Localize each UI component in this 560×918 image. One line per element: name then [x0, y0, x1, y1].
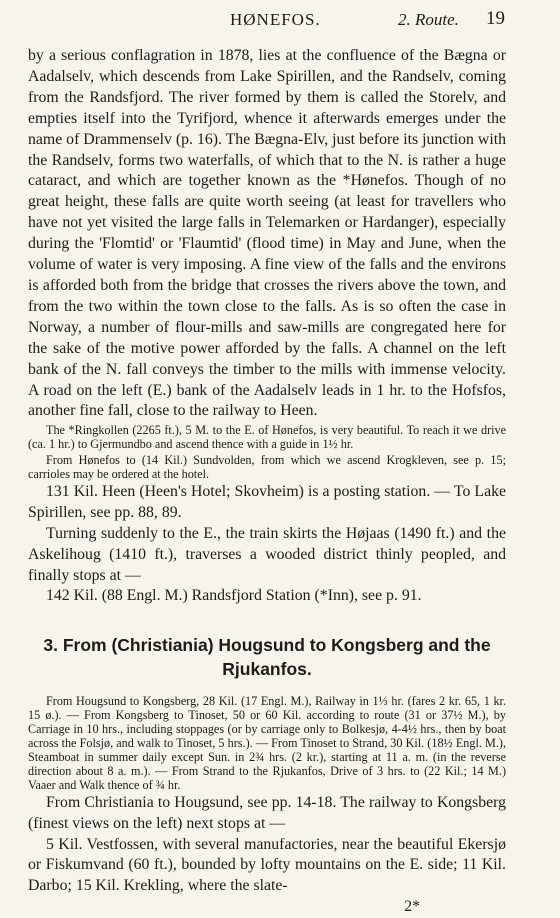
page-number: 19	[486, 8, 505, 29]
section-heading: 3. From (Christiania) Hougsund to Kongsberg and the Rjukanfos.	[43, 635, 491, 680]
header-title: HØNEFOS.	[230, 10, 321, 29]
paragraph-train: Turning suddenly to the E., the train skirts the Højaas (1490 ft.) and the Askelihoug (1410 ft.), traverses a wooded district thinly peopled, and finally stops at —	[28, 524, 506, 584]
page-body	[28, 46, 506, 918]
note-sundvolden: From Hønefos to (14 Kil.) Sundvolden, from which we ascend Krogkleven, see p. 15; carrioles may be ordered at the hotel.	[28, 453, 506, 482]
paragraph-vestfossen: 5 Kil. Vestfossen, with several manufactories, near the beautiful Ekersjø or Fiskumvand (60 ft.), bounded by lofty mountains on the E. side; 11 Kil. Darbo; 15 Kil. Krekling, where the slate-	[28, 835, 506, 895]
running-header	[0, 8, 560, 32]
note-routes: From Hougsund to Kongsberg, 28 Kil. (17 Engl. M.), Railway in 1⅓ hr. (fares 2 kr. 65, 1 kr. 15 ø.). — From Kongsberg to Tinoset, 50 or 60 Kil. according to route (31 or 37½ M.), by Carriage in 10 hrs., including stoppages (or by carriage only to Bolkesjø, 4-4½ hrs., then by boat across the Folsjø, and walk to Tinoset, 5 hrs.). — From Tinoset to Strand, 30 Kil. (18½ Engl. M.), Steamboat in summer daily except Sun. in 2¾ hrs. (2 kr.), starting at 11 a. m. (in the reverse direction about 8 a. m.). — From Strand to the Rjukanfos, Drive of 3 hrs. to (22 Kil.; 14 M.) Vaaer and Walk thence of ¾ hr.	[28, 694, 506, 792]
paragraph-randsfjord: 142 Kil. (88 Engl. M.) Randsfjord Station (*Inn), see p. 91.	[46, 587, 422, 605]
header-route: 2. Route.	[398, 10, 459, 29]
note-ringkollen: The *Ringkollen (2265 ft.), 5 M. to the E. of Hønefos, is very beautiful. To reach it we drive (ca. 1 hr.) to Gjermundbo and ascend thence with a guide in 1½ hr.	[28, 423, 506, 452]
signature-mark: 2*	[404, 898, 420, 916]
paragraph-hougsund: From Christiania to Hougsund, see pp. 14-18. The railway to Kongsberg (finest views on the left) next stops at —	[28, 793, 506, 832]
paragraph-heen: 131 Kil. Heen (Heen's Hotel; Skovheim) is a posting station. — To Lake Spirillen, see pp. 88, 89.	[28, 482, 506, 521]
paragraph-hønefos: by a serious conflagration in 1878, lies at the confluence of the Bægna or Aadalselv, which descends from Lake Spirillen, and the Randselv, coming from the Randsfjord. The river formed by them is called the Storelv, and empties itself into the Tyrifjord, whence it afterwards emerges under the name of Drammenselv (p. 16). The Bægna-Elv, just before its junction with the Randselv, forms two waterfalls, of which that to the N. is rather a huge cataract, and which are together known as the *Hønefos. Though of no great height, these falls are quite worth seeing (at least for travellers who have not yet visited the large falls in Telemarken or Hardanger), especially during the 'Flomtid' or 'Flaumtid' (flood time) in May and June, when the volume of water is very imposing. A fine view of the falls and the environs is afforded both from the bridge that crosses the rivers above the town, and from the two within the town close to the falls. As is so often the case in Norway, a number of flour-mills and saw-mills are congregated here for the sake of the motive power afforded by the falls. A channel on the left bank of the N. fall conveys the timber to the mills with immense velocity. A road on the left (E.) bank of the Aadalselv leads in 1 hr. to the Hofsfos, another fine fall, close to the railway to Heen.	[28, 47, 506, 420]
